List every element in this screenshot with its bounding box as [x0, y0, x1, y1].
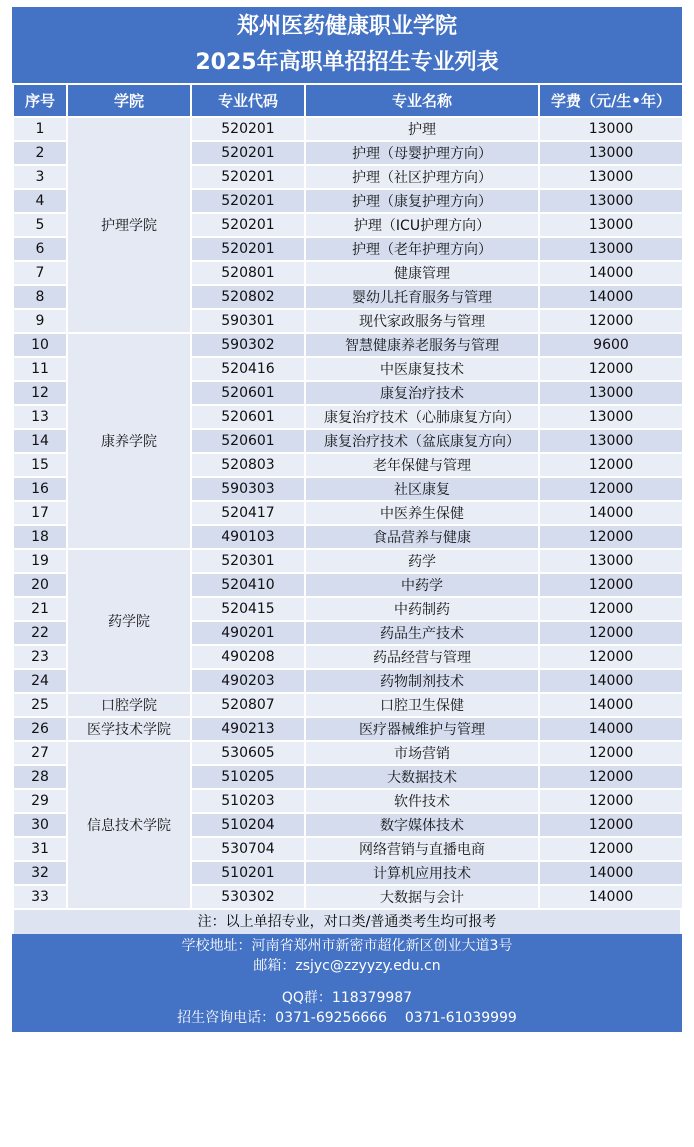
row-index: 33: [13, 885, 67, 909]
header-tuition: 学费（元/生•年）: [539, 84, 683, 117]
row-index: 21: [13, 597, 67, 621]
note-text: 注：以上单招专业，对口类/普通类考生均可报考: [12, 910, 682, 934]
major-name: 康复治疗技术: [305, 381, 539, 405]
table-row: [13, 333, 683, 357]
major-code: 520415: [191, 597, 305, 621]
row-index: 18: [13, 525, 67, 549]
row-index: 26: [13, 717, 67, 741]
tuition: 14000: [539, 285, 683, 309]
tuition: 14000: [539, 693, 683, 717]
contact-footer: [12, 934, 682, 1032]
tuition: 12000: [539, 525, 683, 549]
tuition: 12000: [539, 357, 683, 381]
major-code: 520201: [191, 237, 305, 261]
tuition: 13000: [539, 213, 683, 237]
tuition: 13000: [539, 189, 683, 213]
college-name: 口腔学院: [67, 693, 191, 717]
tuition: 12000: [539, 837, 683, 861]
tuition: 12000: [539, 477, 683, 501]
row-index: 28: [13, 765, 67, 789]
major-code: 590302: [191, 333, 305, 357]
tuition: 12000: [539, 309, 683, 333]
tuition: 12000: [539, 813, 683, 837]
row-index: 8: [13, 285, 67, 309]
tuition: 12000: [539, 453, 683, 477]
tuition: 12000: [539, 765, 683, 789]
row-index: 2: [13, 141, 67, 165]
header-code: 专业代码: [191, 84, 305, 117]
major-code: 520417: [191, 501, 305, 525]
major-name: 药品生产技术: [305, 621, 539, 645]
college-name: 医学技术学院: [67, 717, 191, 741]
major-code: 510201: [191, 861, 305, 885]
major-name: 食品营养与健康: [305, 525, 539, 549]
major-name: 数字媒体技术: [305, 813, 539, 837]
college-name: 康养学院: [67, 333, 191, 549]
tuition: 13000: [539, 141, 683, 165]
major-code: 510203: [191, 789, 305, 813]
tuition: 13000: [539, 429, 683, 453]
row-index: 11: [13, 357, 67, 381]
tuition: 12000: [539, 789, 683, 813]
email-text: 邮箱：zsjyc@zzyyzy.edu.cn: [253, 958, 441, 974]
row-index: 19: [13, 549, 67, 573]
row-index: 3: [13, 165, 67, 189]
header-index: 序号: [13, 84, 67, 117]
tuition: 14000: [539, 501, 683, 525]
major-code: 530704: [191, 837, 305, 861]
major-name: 中医康复技术: [305, 357, 539, 381]
major-name: 护理（母婴护理方向）: [305, 141, 539, 165]
row-index: 30: [13, 813, 67, 837]
row-index: 23: [13, 645, 67, 669]
major-code: 520801: [191, 261, 305, 285]
major-code: 510205: [191, 765, 305, 789]
table-header-row: [13, 84, 683, 117]
major-name: 健康管理: [305, 261, 539, 285]
qq-text: QQ群：118379987: [281, 990, 413, 1006]
major-name: 中医养生保健: [305, 501, 539, 525]
major-code: 490213: [191, 717, 305, 741]
row-index: 24: [13, 669, 67, 693]
college-name: 护理学院: [67, 117, 191, 333]
tuition: 14000: [539, 861, 683, 885]
major-name: 口腔卫生保健: [305, 693, 539, 717]
title-banner: [12, 7, 682, 83]
major-code: 520201: [191, 141, 305, 165]
row-index: 15: [13, 453, 67, 477]
major-name: 护理（老年护理方向）: [305, 237, 539, 261]
school-title: 郑州医药健康职业学院: [236, 14, 457, 39]
tuition: 12000: [539, 645, 683, 669]
tuition: 12000: [539, 741, 683, 765]
row-index: 31: [13, 837, 67, 861]
row-index: 17: [13, 501, 67, 525]
major-name: 智慧健康养老服务与管理: [305, 333, 539, 357]
row-index: 13: [13, 405, 67, 429]
major-code: 520601: [191, 381, 305, 405]
major-code: 520803: [191, 453, 305, 477]
tuition: 13000: [539, 237, 683, 261]
major-name: 护理: [305, 117, 539, 141]
tuition: 12000: [539, 597, 683, 621]
major-code: 510204: [191, 813, 305, 837]
major-name: 康复治疗技术（盆底康复方向）: [305, 429, 539, 453]
tuition: 13000: [539, 549, 683, 573]
tuition: 13000: [539, 117, 683, 141]
address-text: 学校地址：河南省郑州市新密市超化新区创业大道3号: [181, 938, 513, 954]
major-code: 520601: [191, 405, 305, 429]
row-index: 25: [13, 693, 67, 717]
major-code: 490203: [191, 669, 305, 693]
major-name: 药学: [305, 549, 539, 573]
major-code: 520410: [191, 573, 305, 597]
major-name: 药物制剂技术: [305, 669, 539, 693]
major-code: 590301: [191, 309, 305, 333]
table-row: [13, 693, 683, 717]
major-name: 大数据与会计: [305, 885, 539, 909]
major-code: 490208: [191, 645, 305, 669]
major-name: 大数据技术: [305, 765, 539, 789]
major-code: 590303: [191, 477, 305, 501]
header-major: 专业名称: [305, 84, 539, 117]
major-name: 药品经营与管理: [305, 645, 539, 669]
major-code: 520201: [191, 189, 305, 213]
table-body: [13, 117, 683, 909]
major-code: 520201: [191, 213, 305, 237]
tuition: 14000: [539, 261, 683, 285]
tuition: 12000: [539, 573, 683, 597]
major-code: 520807: [191, 693, 305, 717]
row-index: 20: [13, 573, 67, 597]
tuition: 14000: [539, 669, 683, 693]
tuition: 12000: [539, 621, 683, 645]
major-code: 520416: [191, 357, 305, 381]
major-name: 婴幼儿托育服务与管理: [305, 285, 539, 309]
tuition: 9600: [539, 333, 683, 357]
major-code: 520802: [191, 285, 305, 309]
table-row: [13, 117, 683, 141]
major-name: 医疗器械维护与管理: [305, 717, 539, 741]
tuition: 13000: [539, 165, 683, 189]
tuition: 13000: [539, 381, 683, 405]
table-row: [13, 717, 683, 741]
major-name: 软件技术: [305, 789, 539, 813]
major-code: 520201: [191, 165, 305, 189]
major-name: 社区康复: [305, 477, 539, 501]
row-index: 27: [13, 741, 67, 765]
major-code: 530605: [191, 741, 305, 765]
tuition: 14000: [539, 885, 683, 909]
major-code: 520201: [191, 117, 305, 141]
list-title: 2025年高职单招招生专业列表: [195, 50, 499, 75]
major-name: 现代家政服务与管理: [305, 309, 539, 333]
row-index: 14: [13, 429, 67, 453]
major-name: 中药学: [305, 573, 539, 597]
row-index: 7: [13, 261, 67, 285]
tuition: 13000: [539, 405, 683, 429]
major-name: 计算机应用技术: [305, 861, 539, 885]
row-index: 22: [13, 621, 67, 645]
row-index: 32: [13, 861, 67, 885]
row-index: 5: [13, 213, 67, 237]
major-code: 490201: [191, 621, 305, 645]
tuition: 14000: [539, 717, 683, 741]
major-name: 网络营销与直播电商: [305, 837, 539, 861]
row-index: 10: [13, 333, 67, 357]
majors-table: [12, 83, 684, 910]
major-name: 护理（康复护理方向）: [305, 189, 539, 213]
row-index: 16: [13, 477, 67, 501]
header-college: 学院: [67, 84, 191, 117]
table-row: [13, 549, 683, 573]
major-code: 520301: [191, 549, 305, 573]
phone-text: 招生咨询电话：0371-69256666 0371-61039999: [177, 1010, 517, 1026]
row-index: 9: [13, 309, 67, 333]
major-code: 520601: [191, 429, 305, 453]
major-code: 490103: [191, 525, 305, 549]
row-index: 1: [13, 117, 67, 141]
major-name: 护理（社区护理方向）: [305, 165, 539, 189]
major-name: 老年保健与管理: [305, 453, 539, 477]
major-name: 护理（ICU护理方向）: [305, 213, 539, 237]
major-name: 康复治疗技术（心肺康复方向）: [305, 405, 539, 429]
college-name: 信息技术学院: [67, 741, 191, 909]
college-name: 药学院: [67, 549, 191, 693]
admission-sheet: [12, 7, 682, 1032]
row-index: 12: [13, 381, 67, 405]
row-index: 29: [13, 789, 67, 813]
major-name: 市场营销: [305, 741, 539, 765]
table-row: [13, 741, 683, 765]
row-index: 4: [13, 189, 67, 213]
major-name: 中药制药: [305, 597, 539, 621]
major-code: 530302: [191, 885, 305, 909]
row-index: 6: [13, 237, 67, 261]
